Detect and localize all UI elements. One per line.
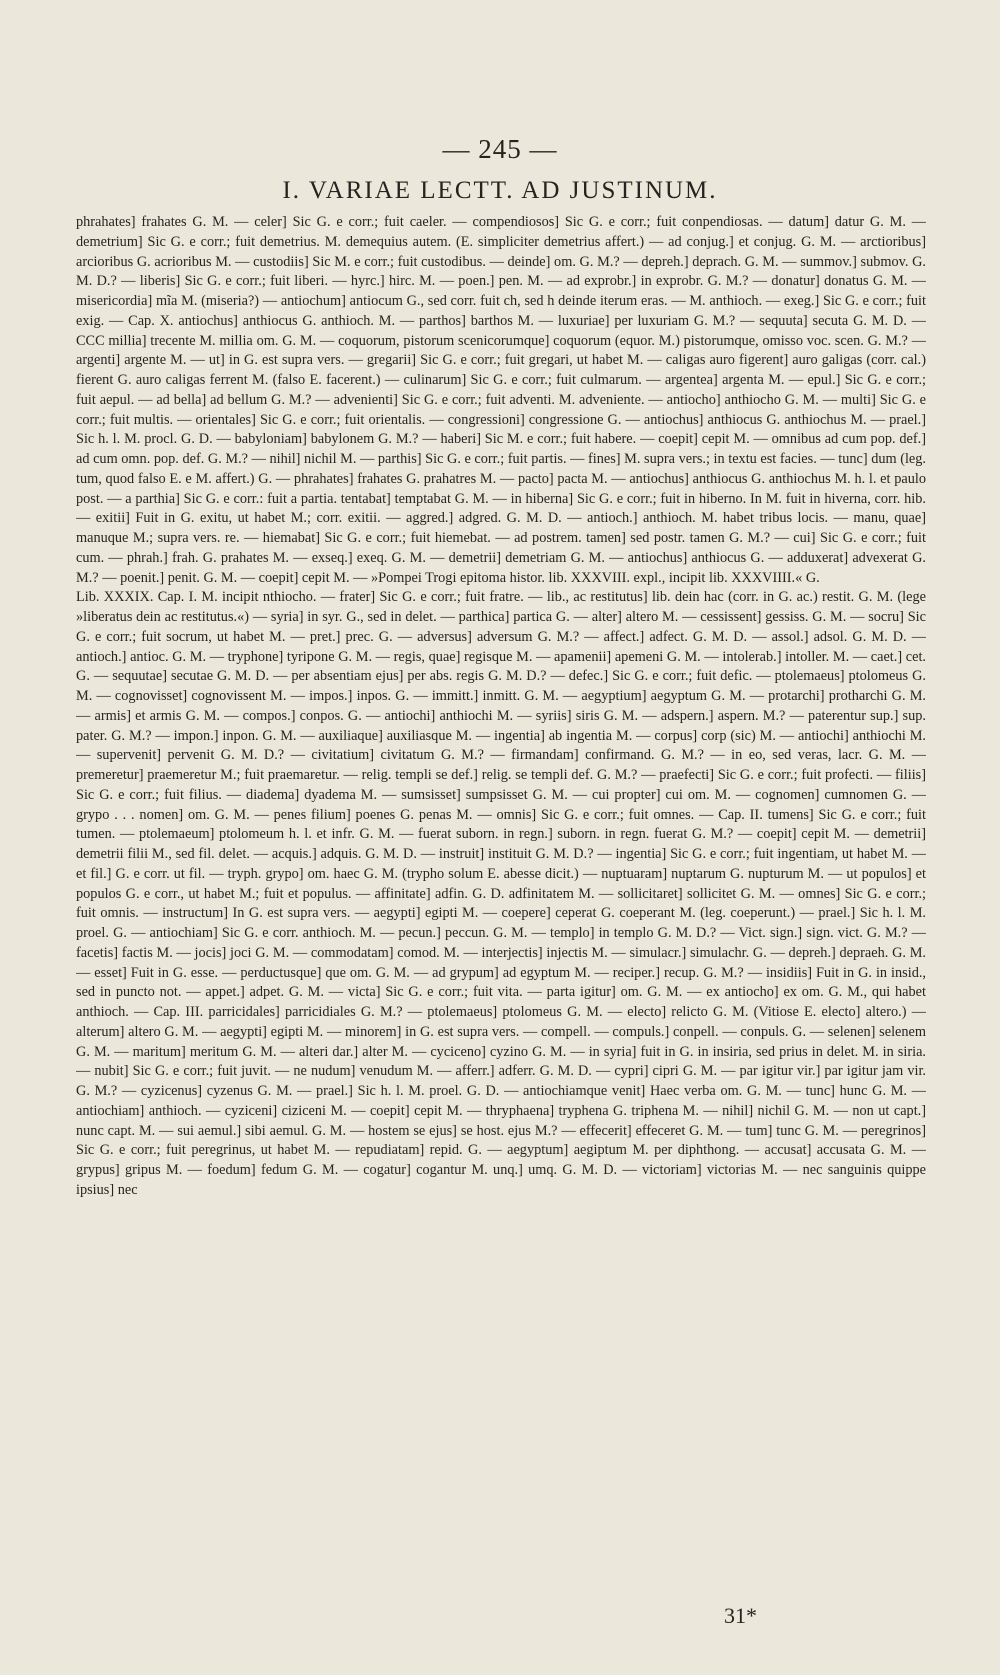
page-number: — 245 —	[442, 134, 558, 164]
paragraph-book-38-notes: phrahates] frahates G. M. — celer] Sic G. e corr.; fuit caeler. — compendiosos] Sic G. e corr.; fuit conpendiosas. — datum] datur G. M. — demetrium] Sic G. e corr.; fuit demetrius. M. demequius autem. (E. simpliciter demetrius affert.) — ad conjug.] et conjug. G. M. — arctioribus] arcioribus G. acrioribus M. — custodiis] Sic M. e corr.; fuit custodibus. — deinde] om. G. M.? — depreh.] deprach. G. M. — summov.] submov. G. M. D.? — liberis] Sic G. e corr.; fuit liberi. — hyrc.] hirc. M. — poen.] pen. M. — ad exprobr.] in exprobr. G. M.? — donatur] donatus G. M. — misericordia] mĩa M. (miseria?) — antiochum] antiocum G., sed corr. fuit ch, sed h deinde iterum eras. — M. anthioch. — exeg.] Sic G. e corr.; fuit exig. — Cap. X. antiochus] anthiocus G. anthioch. M. — parthos] barthos M. — luxuriae] per luxuriam G. M.? — sequuta] secuta G. M. D. — CCC millia] trecente M. millia om. G. M. — coquorum, pistorum scenicorumque] coquorum (equor. M.) pistorumque, omisso voc. scen. G. M.? — argenti] argente M. — ut] in G. est supra vers. — gregarii] Sic G. e corr.; fuit gregari, ut habet M. — caligas auro figerent] auro galigas (corr. cal.) fierent G. auro caligas ferrent M. (falso E. facerent.) — culinarum] Sic G. e corr.; fuit culmarum. — argentea] argenta M. — epul.] Sic G. e corr.; fuit aepul. — ad bella] ad bellum G. M.? — advenienti] Sic G. e corr.; fuit adventi. M. adveniente. — antiocho] anthiocho G. M. — multi] Sic G. e corr.; fuit multis. — orientales] Sic G. e corr.; fuit orientalis. — congressioni] congressione G. — antiochus] anthiocus G. anthiochus M. — prael.] Sic h. l. M. procl. G. D. — babyloniam] babylonem G. M.? — haberi] Sic M. e corr.; fuit habere. — coepit] cepit M. — omnibus ad cum pop. def.] ad cum omn. pop. def. G. M.? — nihil] nichil M. — parthis] Sic G. e corr.; fuit partis. — fines] M. supra vers.; in textu est facies. — tunc] dum (leg. tum, quod falso E. e M. affert.) G. — phrahates] frahates G. prahatres M. — pacto] pacta M. — antiochus] anthiocus G. anthiochus M. h. l. et paulo post. — a parthia] Sic G. e corr.: fuit a partia. tentabat] temptabat G. M. — in hiberna] Sic G. e corr.; fuit in hiberno. In M. fuit in hiverna, corr. hib. — exitii] Fuit in G. exitu, ut habet M.; corr. exitii. — aggred.] adgred. G. M. D. — antioch.] anthioch. M. habet tribus locis. — manu, quae] manuque M.; supra vers. re. — hiemabat] Sic G. e corr.; fuit hiemebat. — ad postrem. tamen] sed postr. tamen G. M.? — cui] Sic G. e corr.; fuit cum. — phrah.] frah. G. prahates M. — exseq.] exeq. G. M. — demetrii] demetriam G. M. — antiochus] anthiocus G. — adduxerat] advexerat G. M.? — poenit.] penit. G. M. — coepit] cepit M. — »Pompei Trogi epitoma histor. lib. XXXVIII. expl., incipit lib. XXXVIIII.« G.	[76, 214, 926, 586]
section-title: I. VARIAE LECTT. AD JUSTINUM.	[282, 177, 718, 204]
signature-mark: 31*	[724, 1603, 757, 1628]
paragraph-book-39-notes: Lib. XXXIX. Cap. I. M. incipit nthiocho. — frater] Sic G. e corr.; fuit fratre. — lib., ac restitutus] lib. dein hac (corr. in G. ac.) restit. G. M. (lege »liberatus dein ac restitutus.«) — syria] in syr. G., sed in delet. — parthica] partica G. — alter] altero M. — cessissent] gessiss. G. M. — socru] Sic G. e corr.; fuit socrum, ut habet M. — pret.] prec. G. — adversus] adversum G. M.? — affect.] adfect. G. M. D. — assol.] adsol. G. M. D. — antioch.] antioc. G. M. — tryphone] tyripone G. M. — regis, quae] regisque M. — apamenii] apemeni G. M. — intolerab.] intoller. M. — caet.] cet. G. — sequutae] secutae G. M. D. — per absentiam ejus] per abs. regis G. M. D.? — defec.] Sic G. e corr.; fuit defic. — ptolemaeus] ptolomeus G. M. — cognovisset] cognovissent M. — impos.] inpos. G. — immitt.] inmitt. G. M. — aegyptium] aegyptum G. M. — protarchi] protharchi G. M. — armis] et armis G. M. — compos.] conpos. G. — antiochi] anthiochi M. — syriis] siris G. M. — adspern.] aspern. M.? — paterentur sup.] sup. pater. G. M.? — impon.] inpon. G. M. — auxiliaque] auxiliasque M. — ingentia] ab ingentia M. — corpus] corp (sic) M. — antiochi] anthiochi M. — supervenit] pervenit G. M. D.? — civitatium] civitatum G. M.? — firmandam] confirmand. G. M.? — in eo, sed veras, lacr. G. M. — premeretur] praemeretur M.; fuit praemaretur. — relig. templi se def.] relig. se templi def. G. M.? — praefecti] Sic G. e corr.; fuit profecti. — filiis] Sic G. e corr.; fuit filius. — diadema] dyadema M. — sumsisset] sumpsisset G. M. — cui propter] cui om. M. — cognomen] cumnomen G. — grypo . . . nomen] om. G. M. — penes filium] poenes G. penas M. — omnis] Sic G. e corr.; fuit omnes. — Cap. II. tumens] Sic G. e corr.; fuit tumen. — ptolemaeum] ptolomeum h. l. et infr. G. M. — fuerat suborn. in regn.] suborn. in regn. fuerat G. M.? — coepit] cepit M. — demetrii] demetrii filii M., sed fil. delet. — acquis.] adquis. G. M. D. — instruit] instituit G. M. D.? — ingentia] Sic G. e corr.; fuit ingentiam, ut habet M. — et fil.] G. e corr. ut fil. — tryph. grypo] om. haec G. M. (trypho solum E. abesse dicit.) — nuptuaram] nuptarum G. nupturum M. — ut populos] et populos G. e corr., ut habet M.; fuit et populus. — affinitate] adfin. G. D. adfinitatem M. — sollicitaret] sollicitet G. M. — omnes] Sic G. e corr.; fuit omnis. — instructum] In G. est supra vers. — aegypti] egipti M. — coepere] ceperat G. coeperant M. (leg. coeperunt.) — prael.] Sic h. l. M. proel. G. — antiochiam] Sic G. e corr. anthioch. M. — pecun.] peccun. G. M. — templo] in templo G. M. D.? — Vict. sign.] sign. vict. G. M.? — facetis] factis M. — jocis] joci G. M. — commodatam] comod. M. — interjectis] injectis M. — simulacr.] simulachr. G. — depreh.] depraeh. G. M. — esset] Fuit in G. esse. — perductusque] que om. G. M. — ad grypum] ad egyptum M. — reciper.] recup. G. M.? — insidiis] Fuit in G. in insid., sed in puncto not. — appet.] adpet. G. M. — victa] Sic G. e corr.; fuit vita. — parta igitur] om. G. M. — ex antiocho] ex om. G. M., qui habet anthioch. — Cap. III. parricidales] parricidiales G. M.? — ptolemaeus] ptolomeus G. M. — electo] relicto G. M. (Vitiose E. electo] altero.) — alterum] altero G. M. — aegypti] egipti M. — minorem] in G. est supra vers. — compell. — compuls.] conpell. — conpuls. G. — selenen] selenem G. M. — maritum] meritum G. M. — alteri dar.] alter M. — cyciceno] cyzino G. M. — in syria] fuit in G. in insiria, sed prius in delet. M. in siria. — nubit] Sic G. e corr.; fuit juvit. — ne nudum] venudum M. — afferr.] adferr. G. M. D. — cypri] cipri G. M. — par igitur vir.] par igitur jam vir. G. M.? — cyzicenus] cyzenus G. M. — prael.] Sic h. l. M. proel. G. D. — antiochiamque venit] Haec verba om. G. M. — tunc] hunc G. M. — antiochiam] anthioch. — cyziceni] ciziceni M. — coepit] cepit M. — thryphaena] tryphena G. triphena M. — nihil] nichil G. M. — non ut capt.] nunc capt. M. — sui aemul.] sibi aemul. G. M. — hostem se ejus] se host. ejus M.? — effecerit] effeceret G. M. — tum] tunc G. M. — peregrinos] Sic G. e corr.; fuit peregrinus, ut habet M. — repudiatam] repid. G. — aegyptum] aegiptum M. per diphthong. — accusat] accusata G. M. — grypus] gripus M. — foedum] fedum G. M. — cogatur] cogantur M. unq.] umq. G. M. D. — victoriam] victorias M. — nec sanguinis quippe ipsius] nec	[76, 589, 926, 1198]
variant-readings-text	[76, 213, 926, 1598]
